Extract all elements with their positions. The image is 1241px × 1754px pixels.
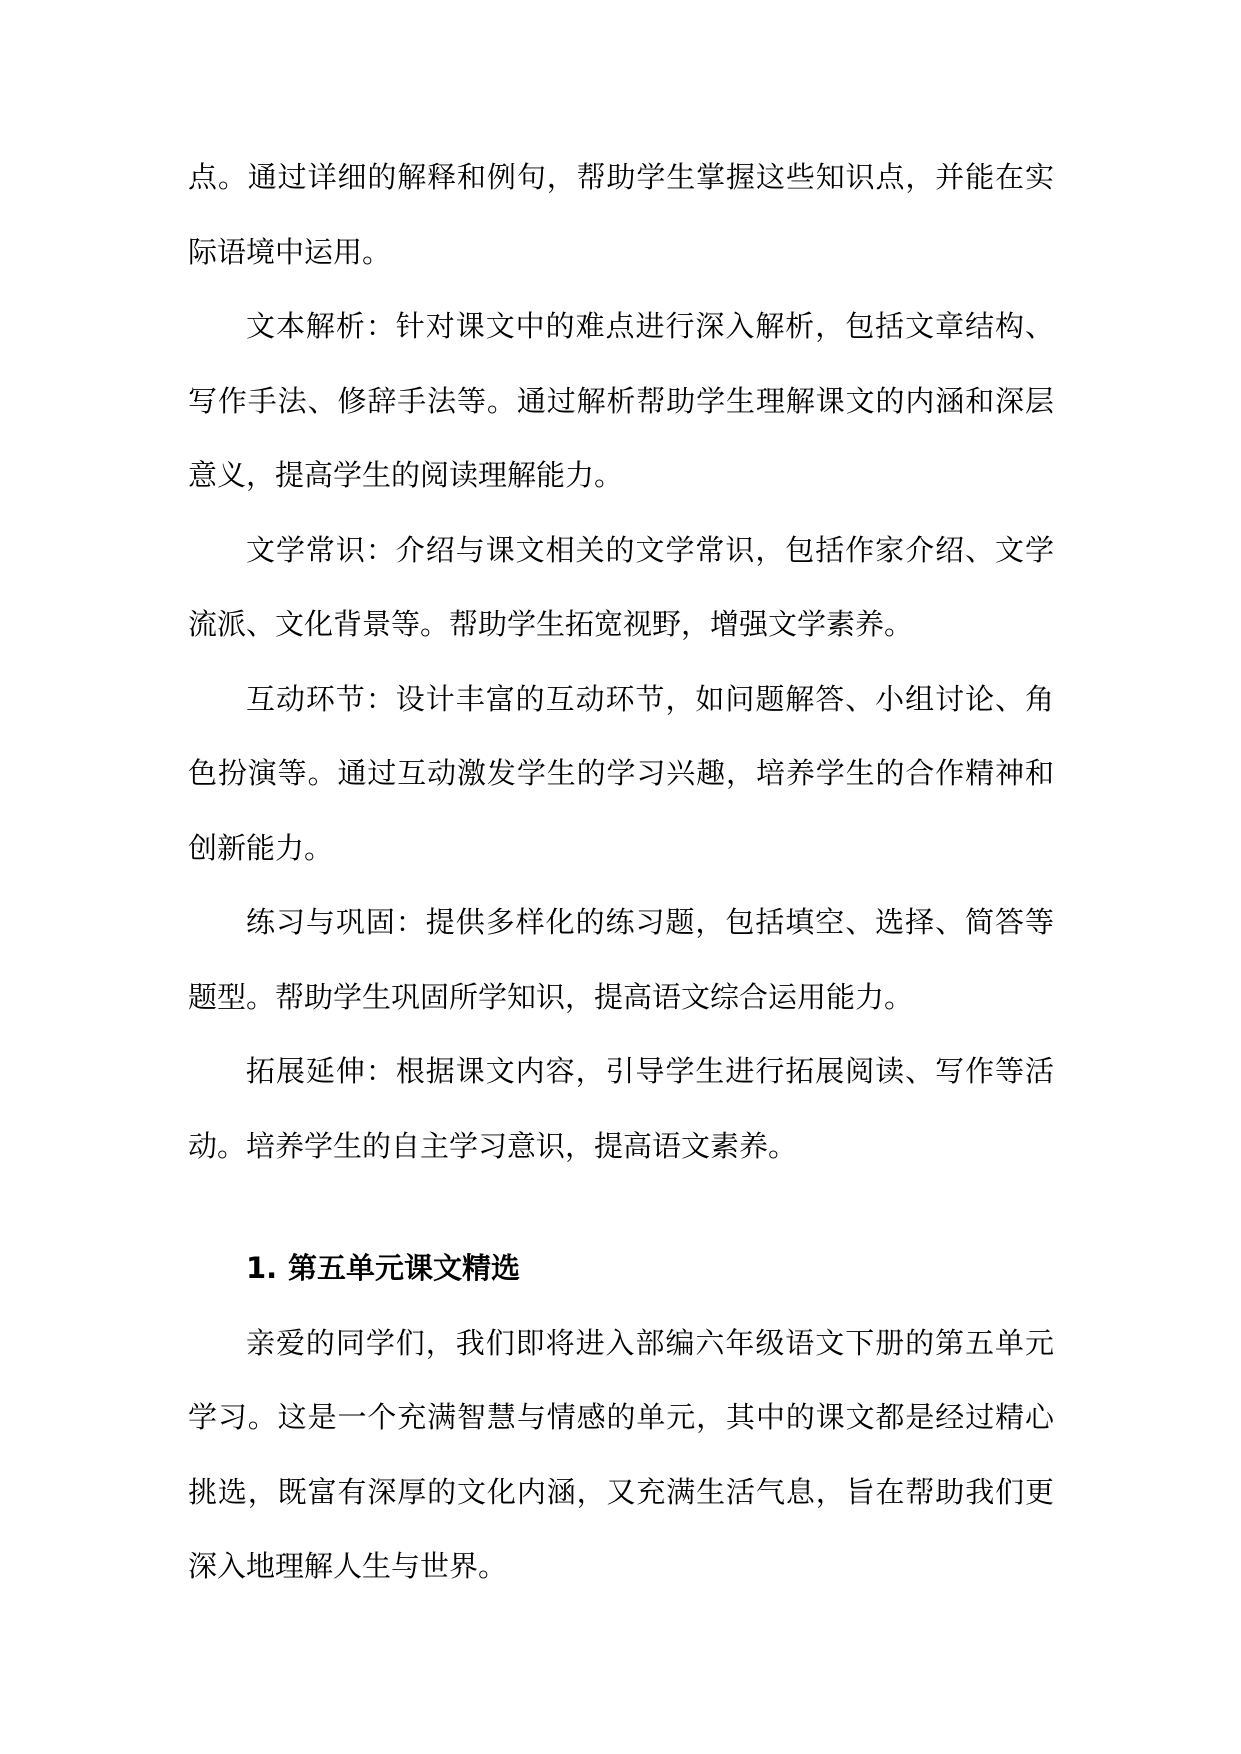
paragraph-interaction: 互动环节：设计丰富的互动环节，如问题解答、小组讨论、角色扮演等。通过互动激发学生的学习兴趣，培养学生的合作精神和创新能力。	[188, 681, 1054, 865]
section-heading-number: 1.	[246, 1251, 278, 1285]
paragraph-practice: 练习与巩固：提供多样化的练习题，包括填空、选择、简答等题型。帮助学生巩固所学知识，提高语文综合运用能力。	[188, 905, 1054, 1014]
paragraph-continuation: 点。通过详细的解释和例句，帮助学生掌握这些知识点，并能在实际语境中运用。	[188, 160, 1054, 269]
paragraph-literary-knowledge: 文学常识：介绍与课文相关的文学常识，包括作家介绍、文学流派、文化背景等。帮助学生拓宽视野，增强文学素养。	[188, 532, 1054, 641]
paragraph-extension: 拓展延伸：根据课文内容，引导学生进行拓展阅读、写作等活动。培养学生的自主学习意识，提高语文素养。	[188, 1054, 1054, 1163]
section-heading-title: 第五单元课文精选	[288, 1251, 521, 1285]
paragraph-unit-intro: 亲爱的同学们，我们即将进入部编六年级语文下册的第五单元学习。这是一个充满智慧与情感的单元，其中的课文都是经过精心挑选，既富有深厚的文化内涵，又充满生活气息，旨在帮助我们更深入地理解人生与世界。	[188, 1325, 1054, 1583]
paragraph-text-analysis: 文本解析：针对课文中的难点进行深入解析，包括文章结构、写作手法、修辞手法等。通过解析帮助学生理解课文的内涵和深层意义，提高学生的阅读理解能力。	[188, 309, 1054, 492]
document-body	[188, 140, 1054, 1604]
section-heading	[188, 1231, 1054, 1306]
